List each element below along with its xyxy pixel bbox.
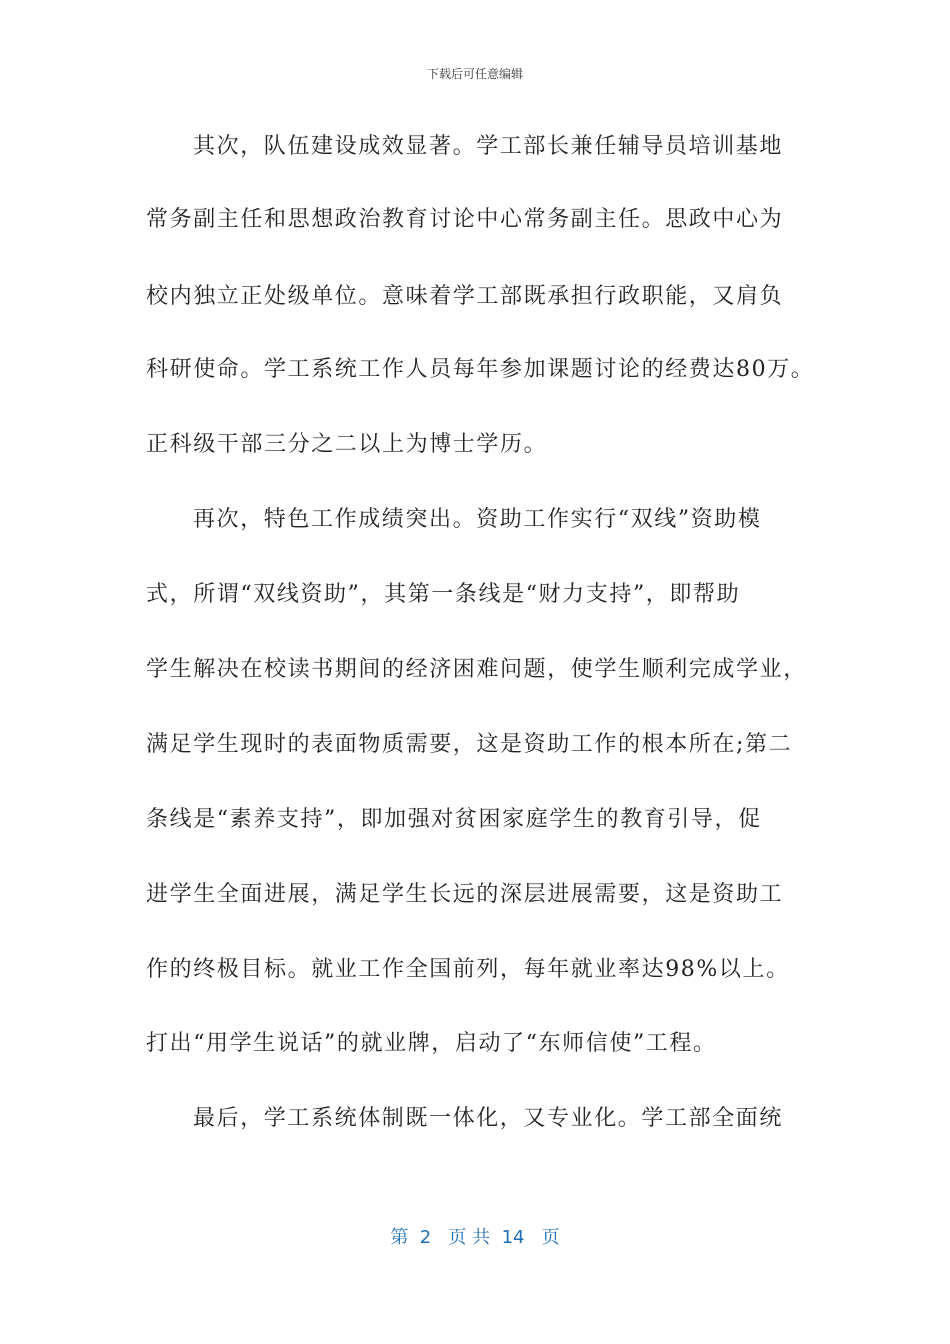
page-header-note: 下载后可任意编辑: [426, 67, 523, 81]
paragraph-line: 最后，学工系统体制既一体化，又专业化。学工部全面统: [193, 1106, 784, 1131]
paragraph-line: 其次，队伍建设成效显著。学工部长兼任辅导员培训基地: [193, 134, 784, 159]
paragraph-line: 学生解决在校读书期间的经济困难问题，使学生顺利完成学业，: [146, 657, 807, 682]
paragraph-line: 打出“用学生说话”的就业牌，启动了“东师信使”工程。: [146, 1031, 717, 1056]
paragraph-line: 满足学生现时的表面物质需要，这是资助工作的根本所在;第二: [146, 732, 793, 757]
paragraph-line: 条线是“素养支持”，即加强对贫困家庭学生的教育引导，促: [146, 807, 762, 832]
paragraph-line: 进学生全面进展，满足学生长远的深层进展需要，这是资助工: [146, 882, 784, 907]
paragraph-line: 正科级干部三分之二以上为博士学历。: [146, 432, 548, 457]
paragraph-line: 常务副主任和思想政治教育讨论中心常务副主任。思政中心为: [146, 207, 784, 232]
page-number-footer: 第 2 页 共 14 页: [390, 1227, 560, 1248]
paragraph-line: 校内独立正处级单位。意味着学工部既承担行政职能，又肩负: [146, 284, 784, 309]
paragraph-line: 式，所谓“双线资助”，其第一条线是“财力支持”，即帮助: [146, 582, 741, 607]
paragraph-line: 科研使命。学工系统工作人员每年参加课题讨论的经费达80万。: [146, 357, 815, 382]
paragraph-line: 再次，特色工作成绩突出。资助工作实行“双线”资助模: [193, 507, 762, 532]
paragraph-line: 作的终极目标。就业工作全国前列，每年就业率达98%以上。: [146, 957, 790, 982]
